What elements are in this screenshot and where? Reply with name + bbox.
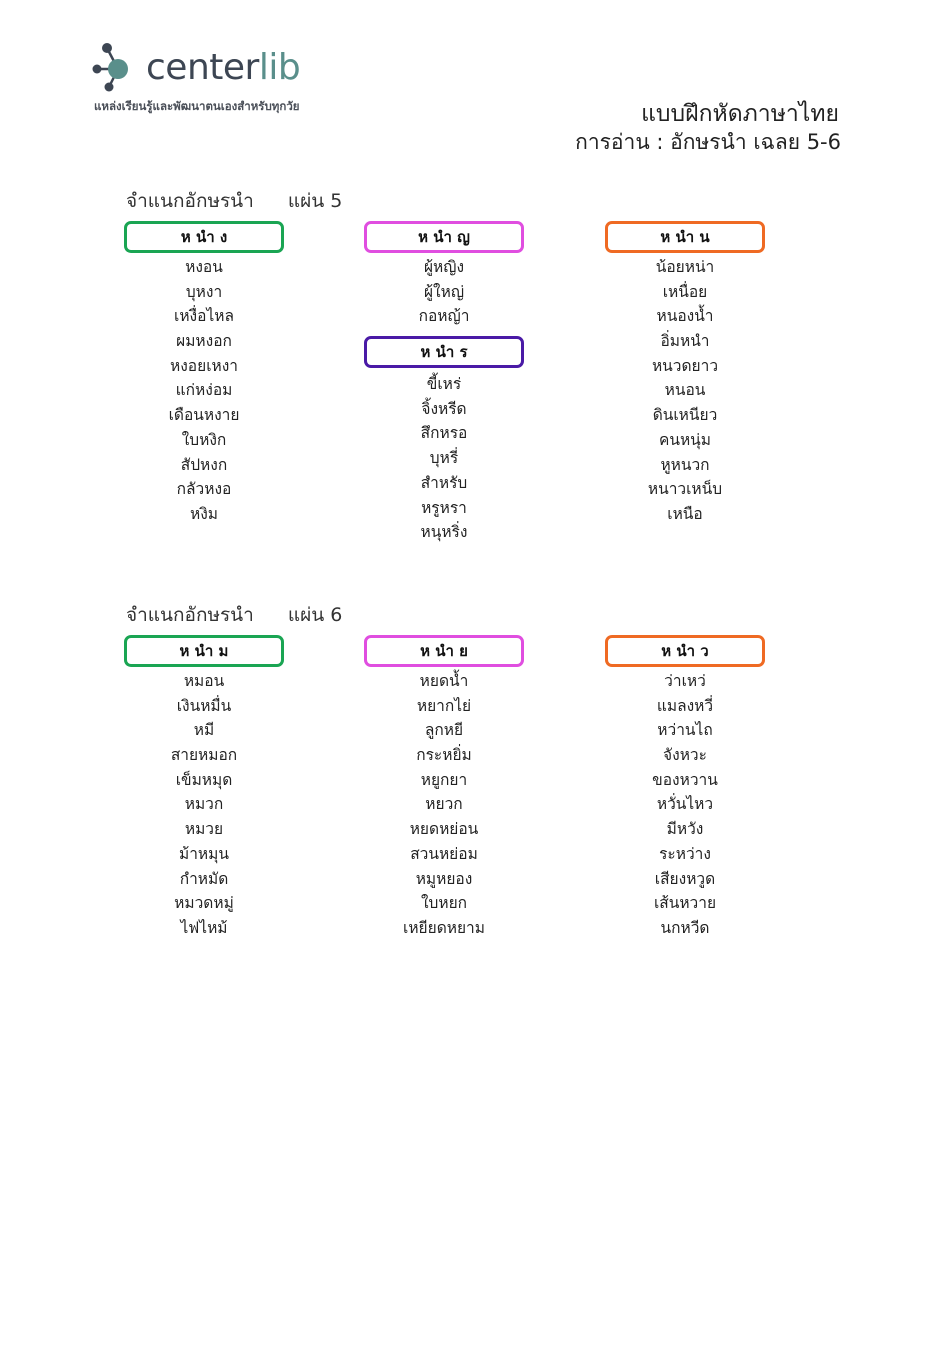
sheet-6-column-2 bbox=[364, 635, 524, 941]
word-item: หมอน bbox=[183, 672, 225, 690]
sheet-6-heading bbox=[126, 600, 342, 630]
word-item: หยูกยา bbox=[420, 770, 468, 789]
word-item: หนุหริ่ง bbox=[420, 523, 468, 542]
word-item: ของหวาน bbox=[652, 770, 718, 789]
word-item: บุหงา bbox=[185, 282, 223, 301]
word-item: เหนื่อย bbox=[662, 282, 708, 301]
group-label-ho-nam-yo-yak: ห นำ ย bbox=[364, 635, 524, 667]
word-item: แก่หง่อม bbox=[175, 381, 233, 400]
word-item: หมวดหมู่ bbox=[174, 894, 234, 913]
word-item: สึกหรอ bbox=[420, 424, 468, 443]
word-item: ใบหยก bbox=[420, 894, 468, 913]
sheet-5-heading bbox=[126, 186, 342, 216]
word-item: หวั่นไหว bbox=[656, 795, 714, 814]
word-item: ว่าเหว่ bbox=[664, 672, 706, 690]
word-item: เข็มหมุด bbox=[175, 770, 233, 789]
word-item: สวนหย่อม bbox=[410, 844, 478, 863]
word-item: จิ้งหรีด bbox=[421, 399, 467, 418]
sheet-5-column-1 bbox=[124, 221, 284, 527]
logo-brand-part1: center bbox=[146, 47, 259, 88]
word-item: หนาวเหน็บ bbox=[647, 480, 723, 499]
word-item: ขี้เหร่ bbox=[426, 375, 462, 394]
word-item: ระหว่าง bbox=[659, 844, 711, 863]
sheet-number: แผ่น 5 bbox=[287, 190, 343, 212]
word-list bbox=[364, 372, 524, 545]
word-item: กำหมัด bbox=[179, 869, 229, 888]
word-item: เดือนหงาย bbox=[168, 406, 240, 425]
word-item: ใบหงิก bbox=[181, 430, 227, 449]
word-item: คนหนุ่ม bbox=[659, 430, 711, 449]
word-item: กอหญ้า bbox=[418, 307, 470, 326]
word-item: หมูหยอง bbox=[415, 869, 473, 888]
word-item: นกหวีด bbox=[660, 918, 710, 937]
word-item: หนองน้ำ bbox=[656, 307, 714, 326]
logo-wordmark bbox=[146, 44, 300, 92]
word-item: หยดหย่อน bbox=[409, 820, 479, 839]
word-item: หูหนวก bbox=[660, 455, 710, 474]
sheet-5-column-3 bbox=[605, 221, 765, 527]
word-item: ผู้ใหญ่ bbox=[423, 282, 465, 301]
word-list bbox=[605, 669, 765, 941]
word-item: หนอน bbox=[664, 381, 706, 400]
word-item: เหนือ bbox=[667, 504, 703, 523]
group-label-ho-nam-mo: ห นำ ม bbox=[124, 635, 284, 667]
sheet-6-column-3 bbox=[605, 635, 765, 941]
word-item: หมวย bbox=[184, 820, 224, 839]
centerlib-logo bbox=[92, 42, 342, 114]
word-item: หมี bbox=[193, 721, 215, 740]
word-item: หยวก bbox=[425, 795, 463, 814]
word-item: แมลงหวี่ bbox=[656, 696, 714, 715]
word-item: สายหมอก bbox=[170, 746, 238, 765]
word-item: ดินเหนียว bbox=[652, 406, 718, 425]
word-item: จังหวะ bbox=[663, 746, 707, 765]
word-item: สัปหงก bbox=[180, 455, 228, 474]
word-item: เหงื่อไหล bbox=[174, 307, 234, 326]
word-item: หยดน้ำ bbox=[419, 672, 469, 690]
word-list bbox=[605, 255, 765, 527]
word-item: หนวดยาว bbox=[651, 356, 719, 375]
word-item: เงินหมื่น bbox=[176, 696, 232, 715]
group-label-ho-nam-wo: ห นำ ว bbox=[605, 635, 765, 667]
word-item: ผมหงอก bbox=[176, 332, 232, 351]
group-label-ho-nam-ro: ห นำ ร bbox=[364, 336, 524, 368]
sheet-6-column-1 bbox=[124, 635, 284, 941]
group-label-ho-nam-yo: ห นำ ญ bbox=[364, 221, 524, 253]
sheet-heading-text: จำแนกอักษรนำ bbox=[126, 190, 254, 212]
logo-brand-part2: lib bbox=[258, 47, 301, 88]
word-list bbox=[364, 255, 524, 329]
word-item: หรูหรา bbox=[421, 498, 467, 517]
logo-tagline: แหล่งเรียนรู้และพัฒนาตนเองสำหรับทุกวัย bbox=[94, 99, 300, 113]
word-item: อิ่มหนำ bbox=[660, 332, 710, 351]
group-label-ho-nam-no: ห นำ น bbox=[605, 221, 765, 253]
word-item: ไฟไหม้ bbox=[180, 918, 228, 937]
word-list bbox=[124, 255, 284, 527]
sheet-heading-text: จำแนกอักษรนำ bbox=[126, 604, 254, 626]
group-label-ho-nam-ngo: ห นำ ง bbox=[124, 221, 284, 253]
word-item: เหยียดหยาม bbox=[403, 918, 485, 937]
word-item: มีหวัง bbox=[666, 820, 704, 839]
document-subtitle: การอ่าน : อักษรนำ เฉลย 5-6 bbox=[575, 130, 841, 154]
word-item: เส้นหวาย bbox=[653, 894, 717, 913]
word-item: สำหรับ bbox=[420, 473, 468, 492]
sheet-5-column-2 bbox=[364, 221, 524, 545]
word-item: หงอยเหงา bbox=[170, 356, 238, 375]
word-item: หมวก bbox=[184, 795, 224, 814]
word-item: กระหยิ่ม bbox=[416, 746, 472, 765]
word-item: กลัวหงอ bbox=[176, 480, 232, 499]
sheet-number: แผ่น 6 bbox=[287, 604, 343, 626]
word-item: ผู้หญิง bbox=[423, 258, 465, 276]
word-item: หงิม bbox=[189, 504, 218, 523]
word-item: น้อยหน่า bbox=[655, 258, 715, 276]
word-list bbox=[364, 669, 524, 941]
word-item: เสียงหวูด bbox=[654, 869, 716, 888]
word-item: ลูกหยี bbox=[424, 721, 464, 740]
word-item: บุหรี่ bbox=[429, 449, 459, 468]
word-list bbox=[124, 669, 284, 941]
document-title: แบบฝึกหัดภาษาไทย bbox=[641, 101, 839, 127]
word-item: ม้าหมุน bbox=[179, 844, 229, 863]
word-item: หว่านไถ bbox=[657, 721, 713, 740]
word-item: หยากไย่ bbox=[416, 696, 472, 715]
word-item: หงอน bbox=[185, 258, 223, 276]
molecule-logo-icon bbox=[92, 42, 146, 96]
